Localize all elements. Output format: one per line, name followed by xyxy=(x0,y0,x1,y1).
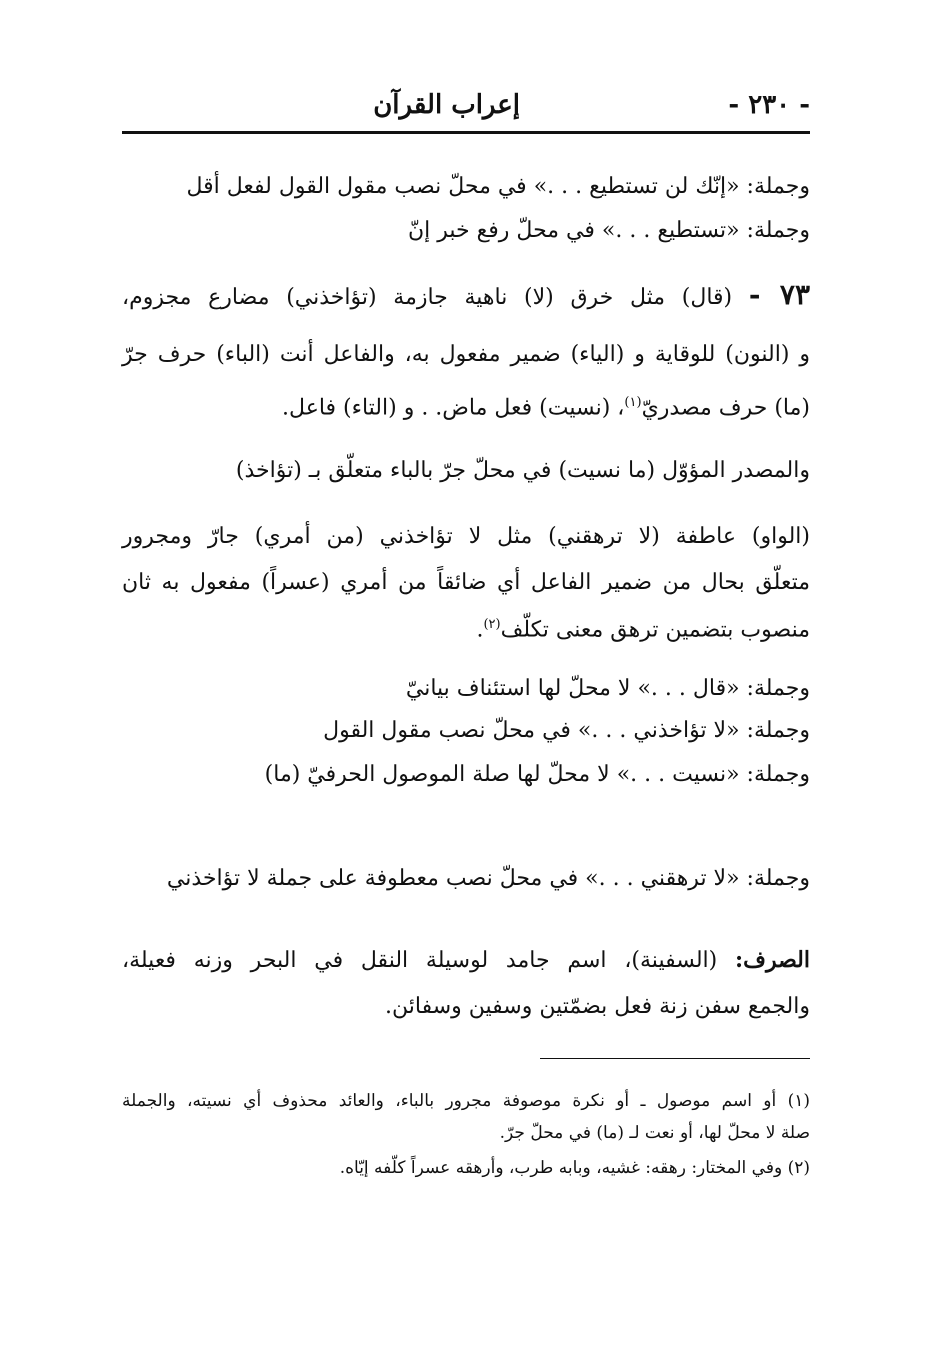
body-line: والجمع سفن زنة فعل بضمّتين وسفين وسفائن. xyxy=(385,994,810,1019)
footnote-ref: (١) xyxy=(624,395,642,410)
header-rule xyxy=(122,131,810,134)
body-line: وجملة: «تستطيع . . .» في محلّ رفع خبر إنّ xyxy=(407,218,810,243)
body-line: و (النون) للوقاية و (الياء) ضمير مفعول به، والفاعل أنت (الباء) حرف جرّ xyxy=(122,342,810,367)
body-line xyxy=(282,388,810,423)
footnote-1-cont: صلة لا محلّ لها، أو نعت لـ (ما) في محلّ جرّ. xyxy=(499,1123,810,1143)
page-header xyxy=(122,82,810,126)
running-title: إعراب القرآن xyxy=(373,90,520,120)
footnote-ref: (٢) xyxy=(483,617,501,632)
body-line: وجملة: «إنّك لن تستطيع . . .» في محلّ نصب مقول القول لفعل أقل xyxy=(186,174,810,199)
body-text: ، (نسيت) فعل ماض. . و (التاء) فاعل. xyxy=(282,395,625,421)
body-line: (الواو) عاطفة (لا ترهقني) مثل لا تؤاخذني (من أمري) جارّ ومجرور xyxy=(122,524,810,549)
verse-parse-line xyxy=(122,280,810,313)
morphology-label: الصرف: xyxy=(735,947,810,973)
sentence-line: وجملة: «لا تؤاخذني . . .» في محلّ نصب مقول القول xyxy=(323,718,810,743)
body-line xyxy=(476,610,810,645)
sentence-line: وجملة: «قال . . .» لا محلّ لها استئناف بيانيّ xyxy=(405,676,810,701)
footnote-1: (١) أو اسم موصول ـ أو نكرة موصوفة مجرور بالباء، والعائد محذوف أي نسيته، والجملة xyxy=(122,1091,810,1111)
footnote-2: (٢) وفي المختار: رهقه: غشيه، وبابه طرب، وأرهقه عسراً كلّفه إيّاه. xyxy=(339,1158,810,1178)
sentence-line: وجملة: «نسيت . . .» لا محلّ لها صلة الموصول الحرفيّ (ما) xyxy=(264,762,810,787)
body-line: متعلّق بحال من ضمير الفاعل أي ضائقاً من أمري (عسراً) مفعول به ثان xyxy=(122,570,810,595)
footnote-rule xyxy=(540,1058,810,1059)
verse-parse-text: (قال) مثل خرق (لا) ناهية جازمة (تؤاخذني) مضارع مجزوم، xyxy=(122,285,733,310)
body-text: . xyxy=(476,617,484,643)
body-line: والمصدر المؤوّل (ما نسيت) في محلّ جرّ بالباء متعلّق بـ (تؤاخذ) xyxy=(235,458,810,483)
page-number: - ٢٣٠ - xyxy=(728,90,810,120)
morphology-text: (السفينة)، اسم جامد لوسيلة النقل في البحر وزنه فعيلة، xyxy=(122,948,736,973)
morphology-line xyxy=(122,945,810,976)
body-text: منصوب بتضمين ترهق معنى تكلّف xyxy=(500,617,810,643)
body-text: (ما) حرف مصدريّ xyxy=(641,395,810,421)
sentence-line: وجملة: «لا ترهقني . . .» في محلّ نصب معطوفة على جملة لا تؤاخذني xyxy=(166,866,810,891)
verse-number: ٧٣ - xyxy=(748,278,810,311)
